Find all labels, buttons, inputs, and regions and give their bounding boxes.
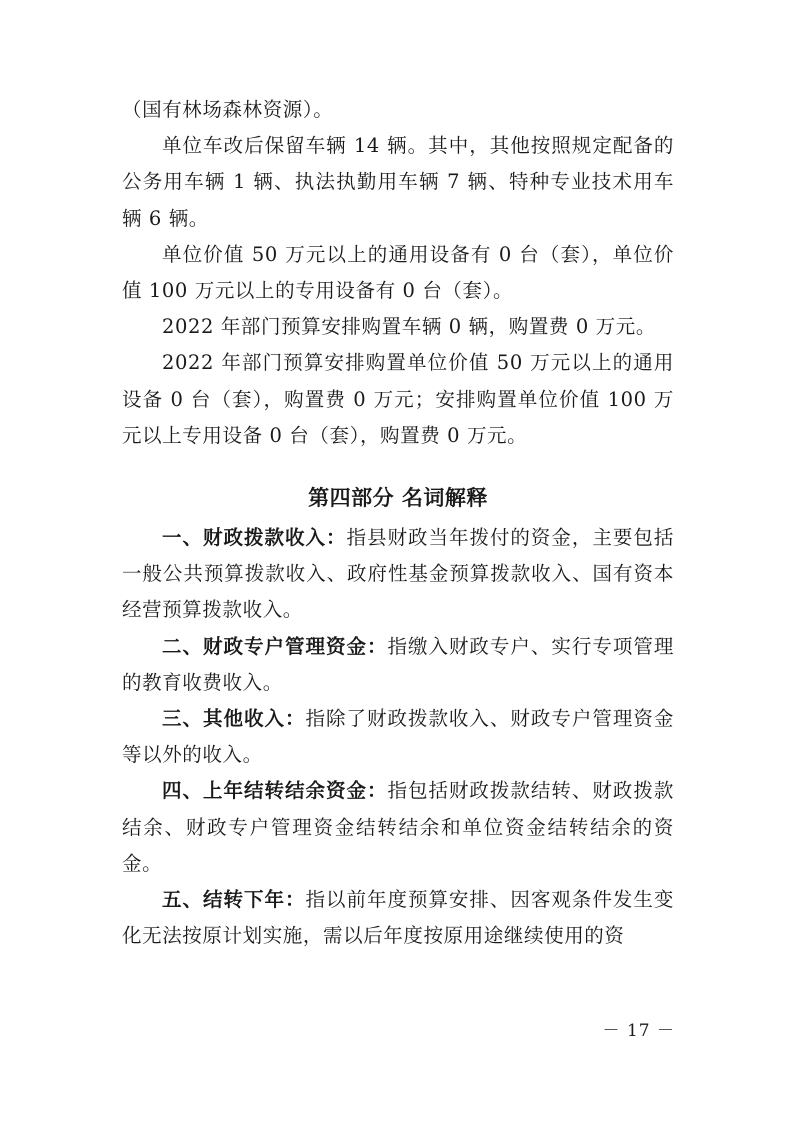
paragraph-vehicles: 单位车改后保留车辆 14 辆。其中，其他按照规定配备的公务用车辆 1 辆、执法执勤用车辆 7 辆、特种专业技术用车辆 6 辆。 — [122, 134, 674, 230]
definition-text: 指除了财政拨款收入、财政专户管理资金等以外的收入。 — [122, 707, 674, 767]
definition-text: 指县财政当年拨付的资金，主要包括一般公共预算拨款收入、政府性基金预算拨款收入、国有资本经营预算拨款收入。 — [122, 526, 674, 622]
definition-term: 五、结转下年： — [162, 888, 306, 912]
definition-text: 指以前年度预算安排、因客观条件发生变化无法按原计划实施，需以后年度按原用途继续使用的资 — [122, 888, 674, 948]
paragraph-vehicle-purchase: 2022 年部门预算安排购置车辆 0 辆，购置费 0 万元。 — [162, 315, 656, 339]
document-page — [122, 92, 674, 954]
definition-item — [122, 773, 674, 882]
definition-term: 四、上年结转结余资金： — [162, 779, 388, 803]
definition-item — [122, 629, 674, 701]
definition-item — [122, 882, 674, 954]
definition-text: 指包括财政拨款结转、财政拨款结余、财政专户管理资金结转结余和单位资金结转结余的资金。 — [122, 779, 674, 875]
section-title: 第四部分 名词解释 — [308, 486, 488, 511]
paragraph-equipment: 单位价值 50 万元以上的通用设备有 0 台（套），单位价值 100 万元以上的专用设备有 0 台（套）。 — [122, 242, 674, 303]
paragraph-equipment-purchase: 2022 年部门预算安排购置单位价值 50 万元以上的通用设备 0 台（套），购置费 0 万元；安排购置单位价值 100 万元以上专用设备 0 台（套），购置费 0 万元。 — [122, 351, 674, 447]
definition-item — [122, 520, 674, 629]
definition-term: 二、财政专户管理资金： — [162, 634, 388, 658]
definition-term: 三、其他收入： — [162, 707, 306, 731]
definition-text: 指缴入财政专户、实行专项管理的教育收费收入。 — [122, 634, 674, 694]
definition-item — [122, 701, 674, 773]
definition-term: 一、财政拨款收入： — [162, 526, 347, 550]
paragraph-continuation: （国有林场森林资源）。 — [122, 98, 334, 121]
page-number: － 17 － — [602, 1021, 675, 1041]
